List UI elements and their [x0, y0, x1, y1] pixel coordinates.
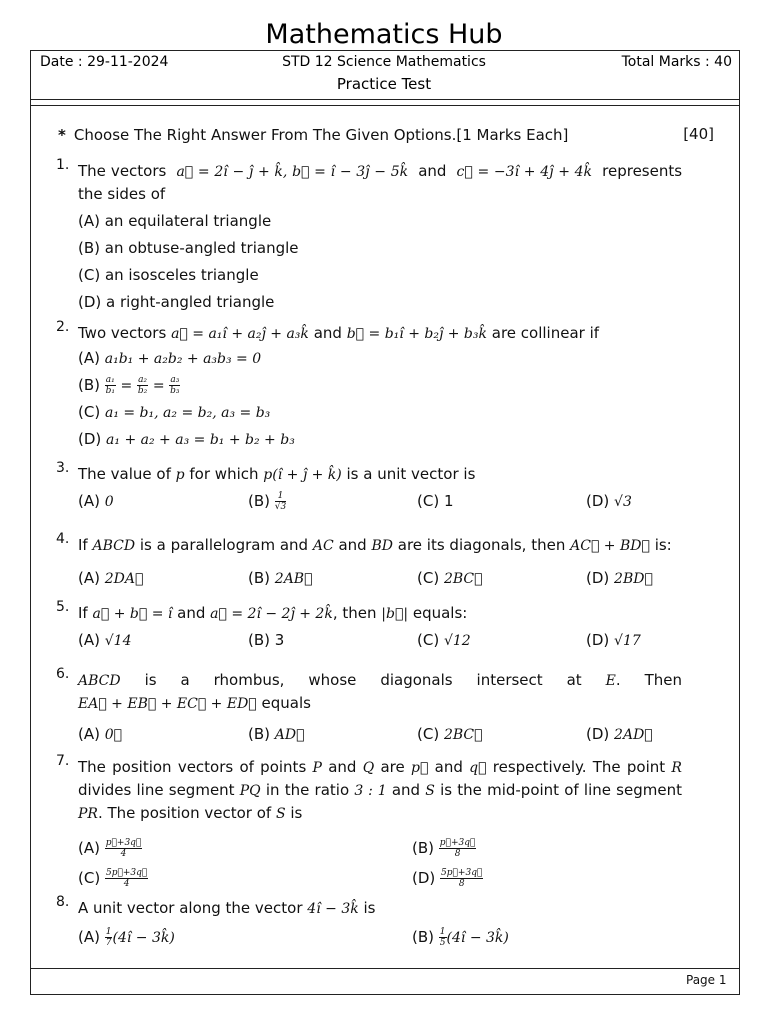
question-number: 8. — [56, 894, 70, 910]
option-c[interactable]: (C) $\frac{5p⃗+3q⃗}{4}$ — [78, 868, 148, 889]
text: and — [418, 162, 447, 180]
option-d[interactable]: (D) √3 — [586, 492, 632, 510]
option-c[interactable]: (C) an isosceles triangle — [78, 266, 259, 284]
question-number: 5. — [56, 599, 70, 615]
question-number: 2. — [56, 319, 70, 335]
option-b[interactable]: (B) an obtuse-angled triangle — [78, 239, 299, 257]
option-d[interactable]: (D) 2BD⃗ — [586, 569, 653, 587]
question-number: 6. — [56, 666, 70, 682]
bullet-star: * — [58, 126, 66, 144]
total-marks: Total Marks : 40 — [621, 54, 732, 70]
question-number: 4. — [56, 531, 70, 547]
option-c[interactable] — [78, 399, 682, 426]
course-name: STD 12 Science Mathematics — [282, 54, 486, 70]
option-c[interactable]: (C) 2BC⃗ — [417, 569, 483, 587]
question-text: The position vectors of points P and Q are p⃗ and q⃗ respectively. The point R divides line segment PQ in the ratio 3 : 1 and S is the mid-point of line segment PR. The position vector of S is — [78, 758, 682, 822]
options — [78, 833, 682, 893]
options — [78, 208, 682, 316]
option-a[interactable]: (A) 2DA⃗ — [78, 569, 144, 587]
options — [78, 345, 682, 453]
question-text: If a⃗ + b⃗ = î and a⃗ = 2î − 2ĵ + 2k̂, then |b⃗| equals: — [78, 604, 468, 622]
option-a[interactable]: (A) 0 — [78, 492, 114, 510]
header-divider — [30, 99, 740, 100]
section-instruction — [58, 124, 718, 146]
exam-date: Date : 29-11-2024 — [40, 54, 169, 70]
text: Two vectors — [78, 324, 167, 342]
question-8 — [56, 894, 682, 952]
option-b[interactable]: (B) AD⃗ — [248, 725, 305, 743]
option-b[interactable]: (B) $\frac{1}{√3}$ — [248, 491, 287, 512]
math: a⃗ = a₁î + a₂ĵ + a₃k̂ — [171, 326, 309, 342]
text: is a unit vector is — [346, 465, 476, 483]
option-a[interactable]: (A) an equilateral triangle — [78, 212, 272, 230]
option-label: (C) — [78, 403, 101, 421]
question-4 — [56, 531, 682, 593]
question-text: If ABCD is a parallelogram and AC and BD are its diagonals, then AC⃗ + BD⃗ is: — [78, 536, 672, 554]
section-marks: [40] — [683, 125, 714, 143]
text: are collinear if — [491, 324, 600, 342]
option-c[interactable]: (C) 2BC⃗ — [417, 725, 483, 743]
fraction: $\frac{\text{a₁}}{\text{b₁}}$ — [105, 375, 115, 396]
math: p(î + ĵ + k̂) — [263, 467, 342, 483]
options — [78, 563, 682, 593]
question-3 — [56, 460, 682, 516]
option-a[interactable]: (A) $\frac{1}{7}$ (4î − 3k̂) — [78, 927, 175, 948]
math: a⃗ = 2î − ĵ + k̂, b⃗ = î − 3ĵ − 5k̂ — [176, 164, 409, 180]
question-5 — [56, 599, 682, 655]
option-a[interactable]: (A) $\frac{p⃗+3q⃗}{4}$ — [78, 838, 142, 859]
question-7 — [56, 753, 682, 893]
question-6 — [56, 666, 682, 749]
option-math: a₁ + a₂ + a₃ = b₁ + b₂ + b₃ — [106, 432, 295, 448]
option-c[interactable]: (C) 1 — [417, 492, 454, 510]
option-b[interactable]: (B) 2AB⃗ — [248, 569, 313, 587]
option-a[interactable]: (A) 0⃗ — [78, 725, 123, 743]
fraction: $\frac{\text{a₃}}{\text{b₃}}$ — [170, 375, 180, 396]
option-d[interactable]: (D) √17 — [586, 631, 641, 649]
question-number: 3. — [56, 460, 70, 476]
question-text: A unit vector along the vector 4î − 3k̂ is — [78, 899, 376, 917]
option-b[interactable]: (B) $\frac{p⃗+3q⃗}{8}$ — [412, 838, 476, 859]
option-a[interactable]: (A) √14 — [78, 631, 132, 649]
question-number: 7. — [56, 753, 70, 769]
math: p — [175, 467, 185, 483]
option-math: a₁ = b₁, a₂ = b₂, a₃ = b₃ — [104, 405, 271, 421]
option-label: (D) — [78, 430, 102, 448]
page-number: Page 1 — [686, 973, 727, 987]
footer-divider — [30, 968, 740, 969]
option-d[interactable]: (D) a right-angled triangle — [78, 293, 275, 311]
question-2 — [56, 319, 682, 453]
option-math: a₁b₁ + a₂b₂ + a₃b₃ = 0 — [104, 351, 262, 367]
instruction-text: Choose The Right Answer From The Given Options.[1 Marks Each] — [73, 126, 569, 144]
text: for which — [189, 465, 259, 483]
fraction: $\frac{\text{a₂}}{\text{b₂}}$ — [137, 375, 148, 396]
question-number: 1. — [56, 157, 70, 173]
options — [78, 625, 682, 655]
option-c[interactable]: (C) √12 — [417, 631, 471, 649]
option-d[interactable]: (D) 2AD⃗ — [586, 725, 653, 743]
text: The vectors — [78, 162, 167, 180]
document-title: Mathematics Hub — [265, 19, 503, 50]
option-b[interactable]: (B) $\frac{1}{5}$ (4î − 3k̂) — [412, 927, 509, 948]
question-text: ABCD is a rhombus, whose diagonals intersect at E. Then EA⃗ + EB⃗ + EC⃗ + ED⃗ equals — [78, 671, 682, 712]
question-1 — [56, 157, 683, 316]
math: c⃗ = −3î + 4ĵ + 4k̂ — [456, 164, 593, 180]
option-label: (A) — [78, 349, 100, 367]
options — [78, 719, 682, 749]
text: represents the sides of — [78, 162, 683, 203]
option-b[interactable]: (B) 3 — [248, 631, 285, 649]
test-name: Practice Test — [336, 75, 432, 93]
option-a[interactable] — [78, 345, 682, 372]
question-text — [78, 160, 682, 205]
question-text — [78, 463, 682, 486]
text: The value of — [78, 465, 171, 483]
text: and — [313, 324, 342, 342]
question-text — [78, 322, 682, 345]
option-d[interactable] — [78, 426, 682, 453]
options — [78, 922, 682, 952]
options — [78, 486, 682, 516]
option-d[interactable]: (D) $\frac{5p⃗+3q⃗}{8}$ — [412, 868, 483, 889]
option-b[interactable]: (B) $\frac{\text{a₁}}{\text{b₁}}$ = $\frac{\text{a₂}}{\text{b₂}}$ = $\frac{\text{a₃}}{\text{b₃}}$ — [78, 375, 180, 396]
option-label: (B) — [78, 376, 100, 394]
header-divider-2 — [30, 105, 740, 106]
math: b⃗ = b₁î + b₂ĵ + b₃k̂ — [346, 326, 487, 342]
